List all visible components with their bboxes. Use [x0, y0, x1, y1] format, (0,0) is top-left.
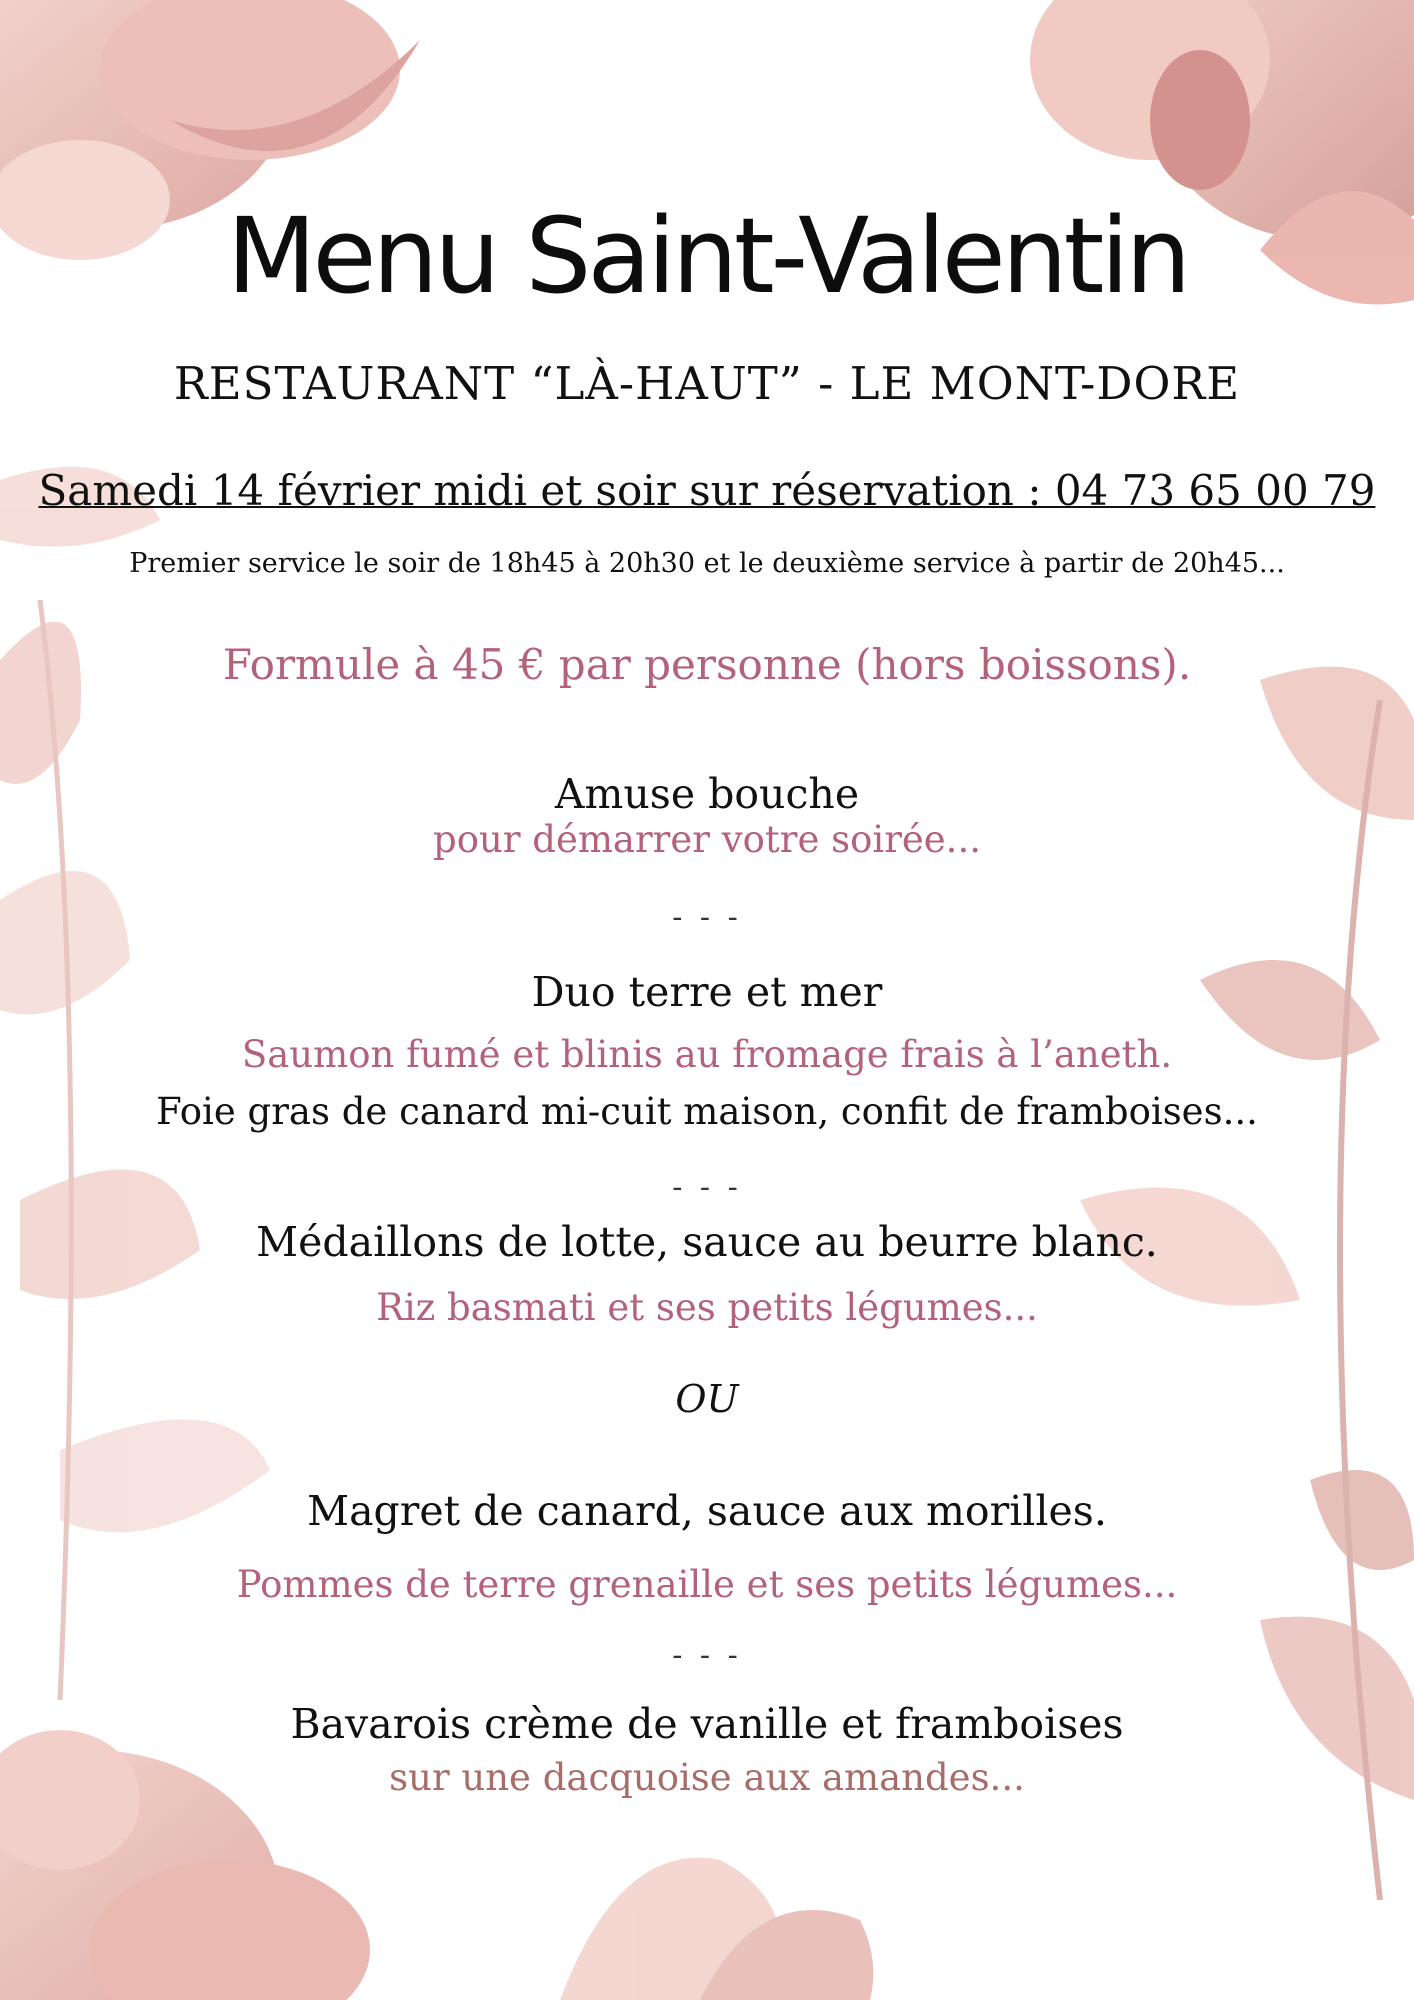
- services-info: Premier service le soir de 18h45 à 20h30 et le deuxième service à partir de 20h45...: [129, 548, 1285, 579]
- course-name: Duo terre et mer: [531, 968, 883, 1016]
- course-detail: Pommes de terre grenaille et ses petits légumes...: [236, 1563, 1178, 1606]
- separator: - - -: [672, 1170, 742, 1205]
- course-detail: Riz basmati et ses petits légumes...: [376, 1286, 1038, 1329]
- course-name: Magret de canard, sauce aux morilles.: [307, 1487, 1107, 1535]
- course-name: Médaillons de lotte, sauce au beurre blanc.: [256, 1218, 1158, 1266]
- course-name: Amuse bouche: [554, 770, 860, 818]
- course-detail: Foie gras de canard mi-cuit maison, confit de framboises...: [156, 1090, 1258, 1133]
- course-name: Bavarois crème de vanille et framboises: [290, 1700, 1124, 1748]
- or-label: OU: [675, 1377, 739, 1421]
- course-detail: sur une dacquoise aux amandes...: [389, 1756, 1025, 1799]
- restaurant-name: RESTAURANT “LÀ-HAUT” - LE MONT-DORE: [173, 357, 1241, 410]
- price-formula: Formule à 45 € par personne (hors boissons).: [222, 640, 1192, 689]
- course-detail: Saumon fumé et blinis au fromage frais à l’aneth.: [241, 1033, 1173, 1076]
- page-title: Menu Saint-Valentin: [226, 195, 1188, 317]
- date-reservation-line: Samedi 14 février midi et soir sur réservation : 04 73 65 00 79: [38, 466, 1376, 515]
- separator: - - -: [672, 1638, 742, 1673]
- course-detail: pour démarrer votre soirée...: [433, 818, 981, 861]
- separator: - - -: [672, 900, 742, 935]
